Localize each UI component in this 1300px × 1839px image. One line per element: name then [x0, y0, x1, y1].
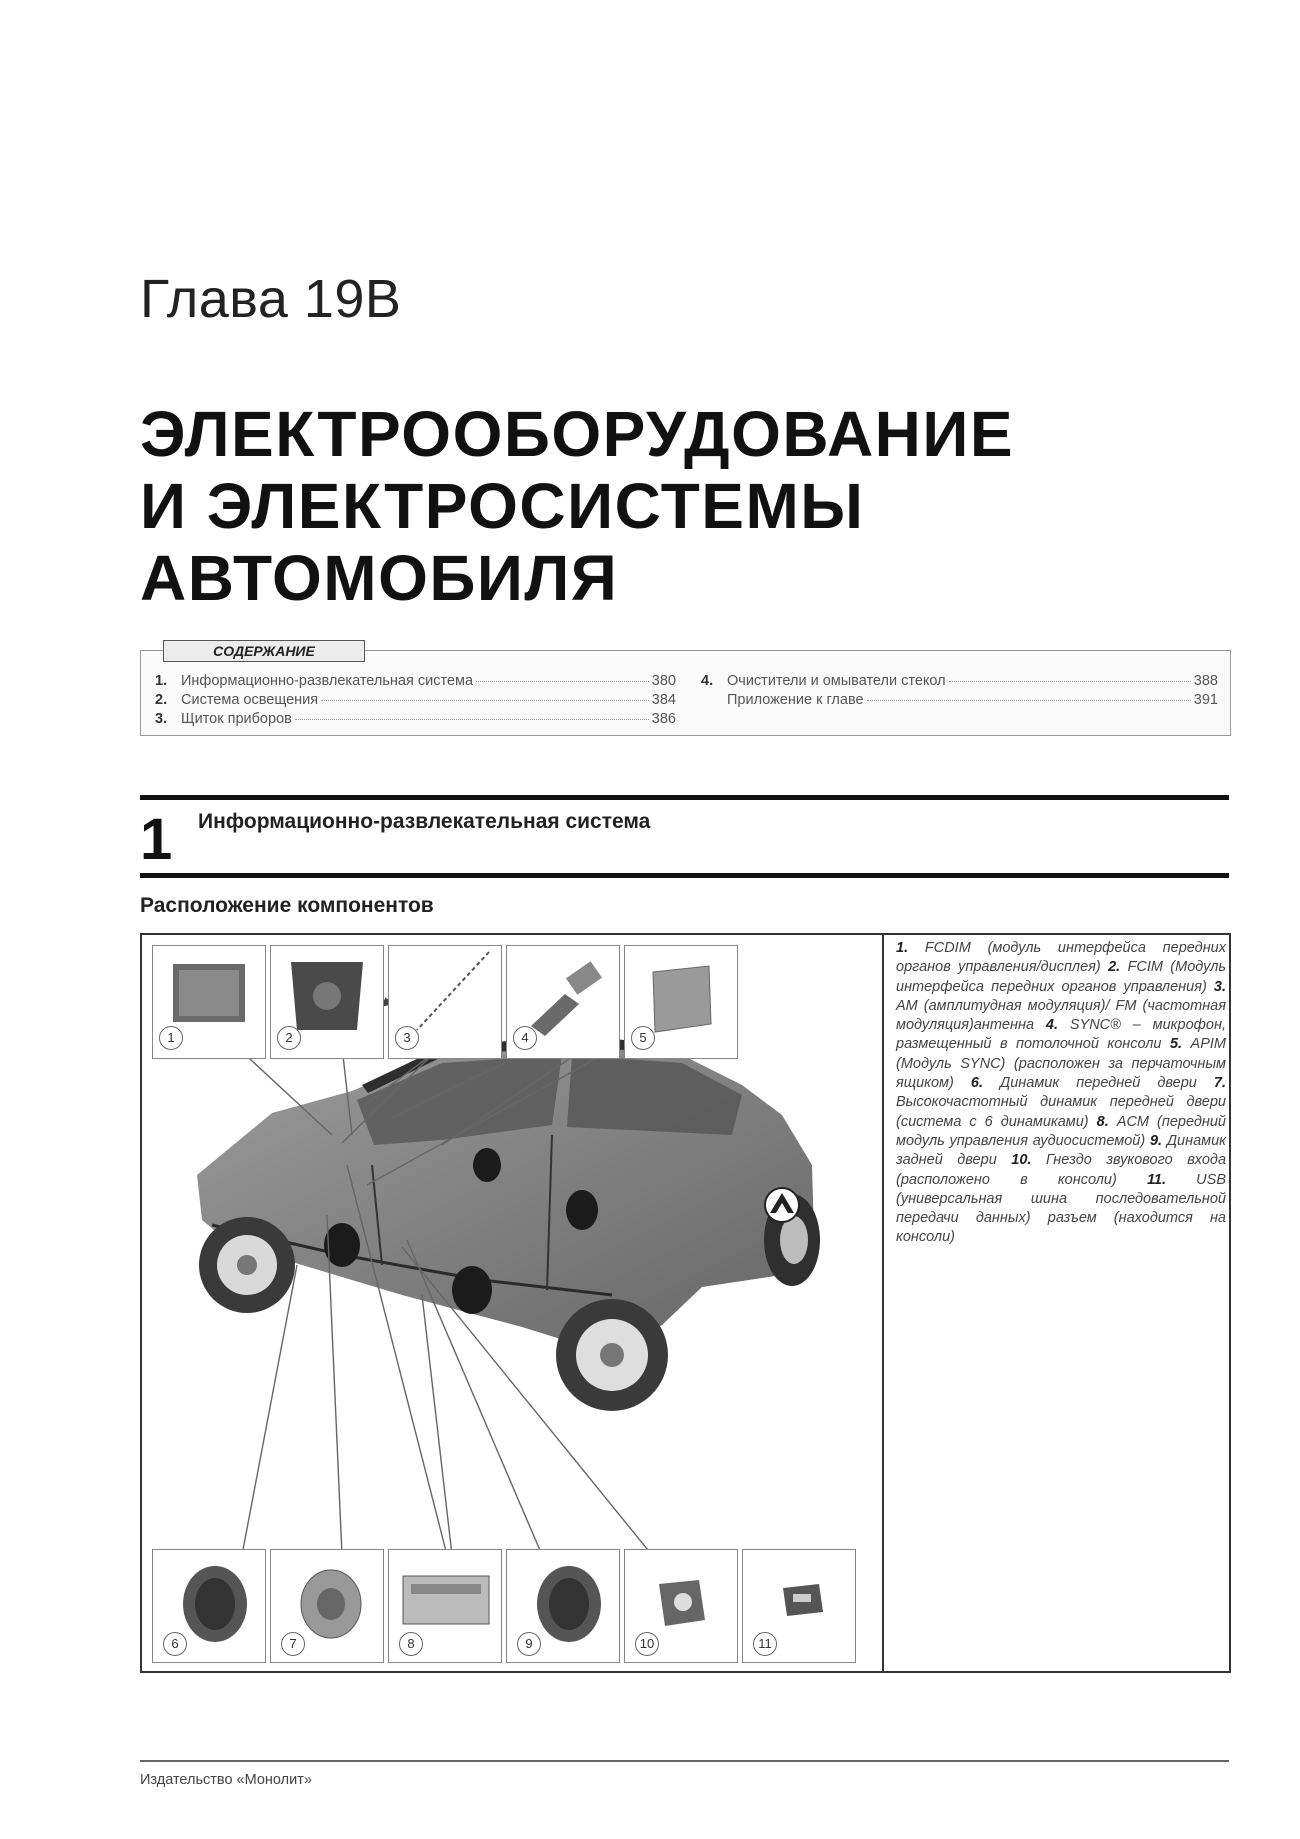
component-thumbnail [270, 1549, 384, 1663]
toc-heading: СОДЕРЖАНИЕ [163, 640, 365, 662]
toc-item-label: Очистители и омыватели стекол [727, 673, 946, 689]
toc-item-number: 2. [155, 692, 168, 708]
toc-item[interactable] [155, 673, 676, 689]
toc-item-label: Приложение к главе [727, 692, 864, 708]
callout-number: 4 [513, 1026, 537, 1050]
legend-number: 6. [970, 1075, 983, 1092]
toc-item-page: 386 [651, 711, 676, 727]
section-rule-bottom [140, 873, 1229, 878]
toc-leader [321, 700, 649, 701]
toc-item-page: 384 [651, 692, 676, 708]
table-of-contents [140, 643, 1231, 736]
toc-item[interactable] [701, 673, 1218, 689]
toc-item-label: Щиток приборов [181, 711, 292, 727]
legend-number: 4. [1045, 1017, 1058, 1034]
toc-item[interactable] [701, 692, 1218, 708]
component-thumbnail [152, 945, 266, 1059]
component-thumbnail [506, 1549, 620, 1663]
legend-text: SYNC® – микрофон, размещенный в потолочной консоли [896, 1017, 1226, 1053]
legend-text: Динамик задней двери [896, 1132, 1226, 1169]
component-thumbnail [388, 1549, 502, 1663]
legend-text: Высокочастотный динамик передней двери (система с 6 динамиками) [896, 1094, 1226, 1130]
section-rule-top [140, 795, 1229, 800]
chapter-label: Глава 19B [140, 269, 402, 329]
legend-number: 1. [896, 940, 909, 956]
toc-item-number: 4. [701, 673, 714, 689]
footer-rule [140, 1760, 1229, 1762]
toc-item-page: 380 [651, 673, 676, 689]
callout-number: 2 [277, 1026, 301, 1050]
component-thumbnail [624, 1549, 738, 1663]
toc-item-page: 388 [1193, 673, 1218, 689]
toc-item-number: 1. [155, 673, 168, 689]
chapter-title [140, 398, 1140, 614]
toc-leader [476, 681, 649, 682]
publisher-footer: Издательство «Монолит» [140, 1772, 312, 1788]
toc-item-label: Информационно-развлекательная система [181, 673, 474, 689]
legend-number: 2. [1108, 959, 1121, 976]
legend-text: USB (универсальная шина последовательной передачи данных) разъем (находится на консоли) [896, 1171, 1226, 1246]
chapter-title-line-2: И ЭЛЕКТРОСИСТЕМЫ [140, 470, 865, 542]
component-thumbnail [152, 1549, 266, 1663]
legend-text: APIM (Модуль SYNC) (расположен за перчаточным ящиком) [896, 1036, 1226, 1092]
component-thumbnail [506, 945, 620, 1059]
legend-number: 5. [1169, 1036, 1183, 1053]
toc-item-label: Система освещения [181, 692, 319, 708]
figure-divider [882, 935, 884, 1671]
callout-number: 3 [395, 1026, 419, 1050]
toc-item[interactable] [155, 711, 676, 727]
component-thumbnail [388, 945, 502, 1059]
legend-text: Динамик передней двери [982, 1075, 1214, 1092]
callout-number: 10 [635, 1632, 659, 1656]
callout-number: 1 [159, 1026, 183, 1050]
figure-legend [896, 939, 1226, 1248]
legend-text: ACM (передний модуль управления аудиосистемой) [896, 1113, 1226, 1149]
legend-text: FCDIM (модуль интерфейса передних органов управления/дисплея) [896, 940, 1226, 976]
callout-number: 5 [631, 1026, 655, 1050]
callout-number: 9 [517, 1632, 541, 1656]
toc-item[interactable] [155, 692, 676, 708]
toc-item-number: 3. [155, 711, 168, 727]
component-thumbnail [742, 1549, 856, 1663]
toc-leader [949, 681, 1191, 682]
legend-text: AM (амплитудная модуляция)/ FM (частотная модуляция)антенна [896, 997, 1226, 1034]
toc-leader [867, 700, 1191, 701]
chapter-title-line-1: ЭЛЕКТРООБОРУДОВАНИЕ [140, 398, 1015, 470]
legend-number: 8. [1096, 1113, 1109, 1130]
subsection-title: Расположение компонентов [140, 894, 434, 917]
callout-number: 11 [753, 1632, 777, 1656]
callout-number: 8 [399, 1632, 423, 1656]
legend-number: 10. [1011, 1152, 1032, 1169]
legend-number: 9. [1149, 1132, 1163, 1149]
legend-number: 3. [1213, 978, 1226, 995]
section-title: Информационно-развлекательная система [198, 810, 651, 833]
legend-text: Гнездо звукового входа (расположено в консоли) [896, 1152, 1227, 1188]
chapter-title-line-3: АВТОМОБИЛЯ [140, 542, 619, 614]
legend-number: 7. [1213, 1075, 1226, 1092]
component-figure [140, 933, 1231, 1673]
toc-item-page: 391 [1193, 692, 1218, 708]
component-thumbnail [270, 945, 384, 1059]
legend-text: FCIM (Модуль интерфейса передних органов управления) [896, 959, 1226, 995]
component-thumbnail [624, 945, 738, 1059]
legend-number: 11. [1146, 1171, 1167, 1188]
toc-leader [295, 719, 649, 720]
callout-number: 7 [281, 1632, 305, 1656]
callout-number: 6 [163, 1632, 187, 1656]
section-number: 1 [140, 807, 173, 872]
